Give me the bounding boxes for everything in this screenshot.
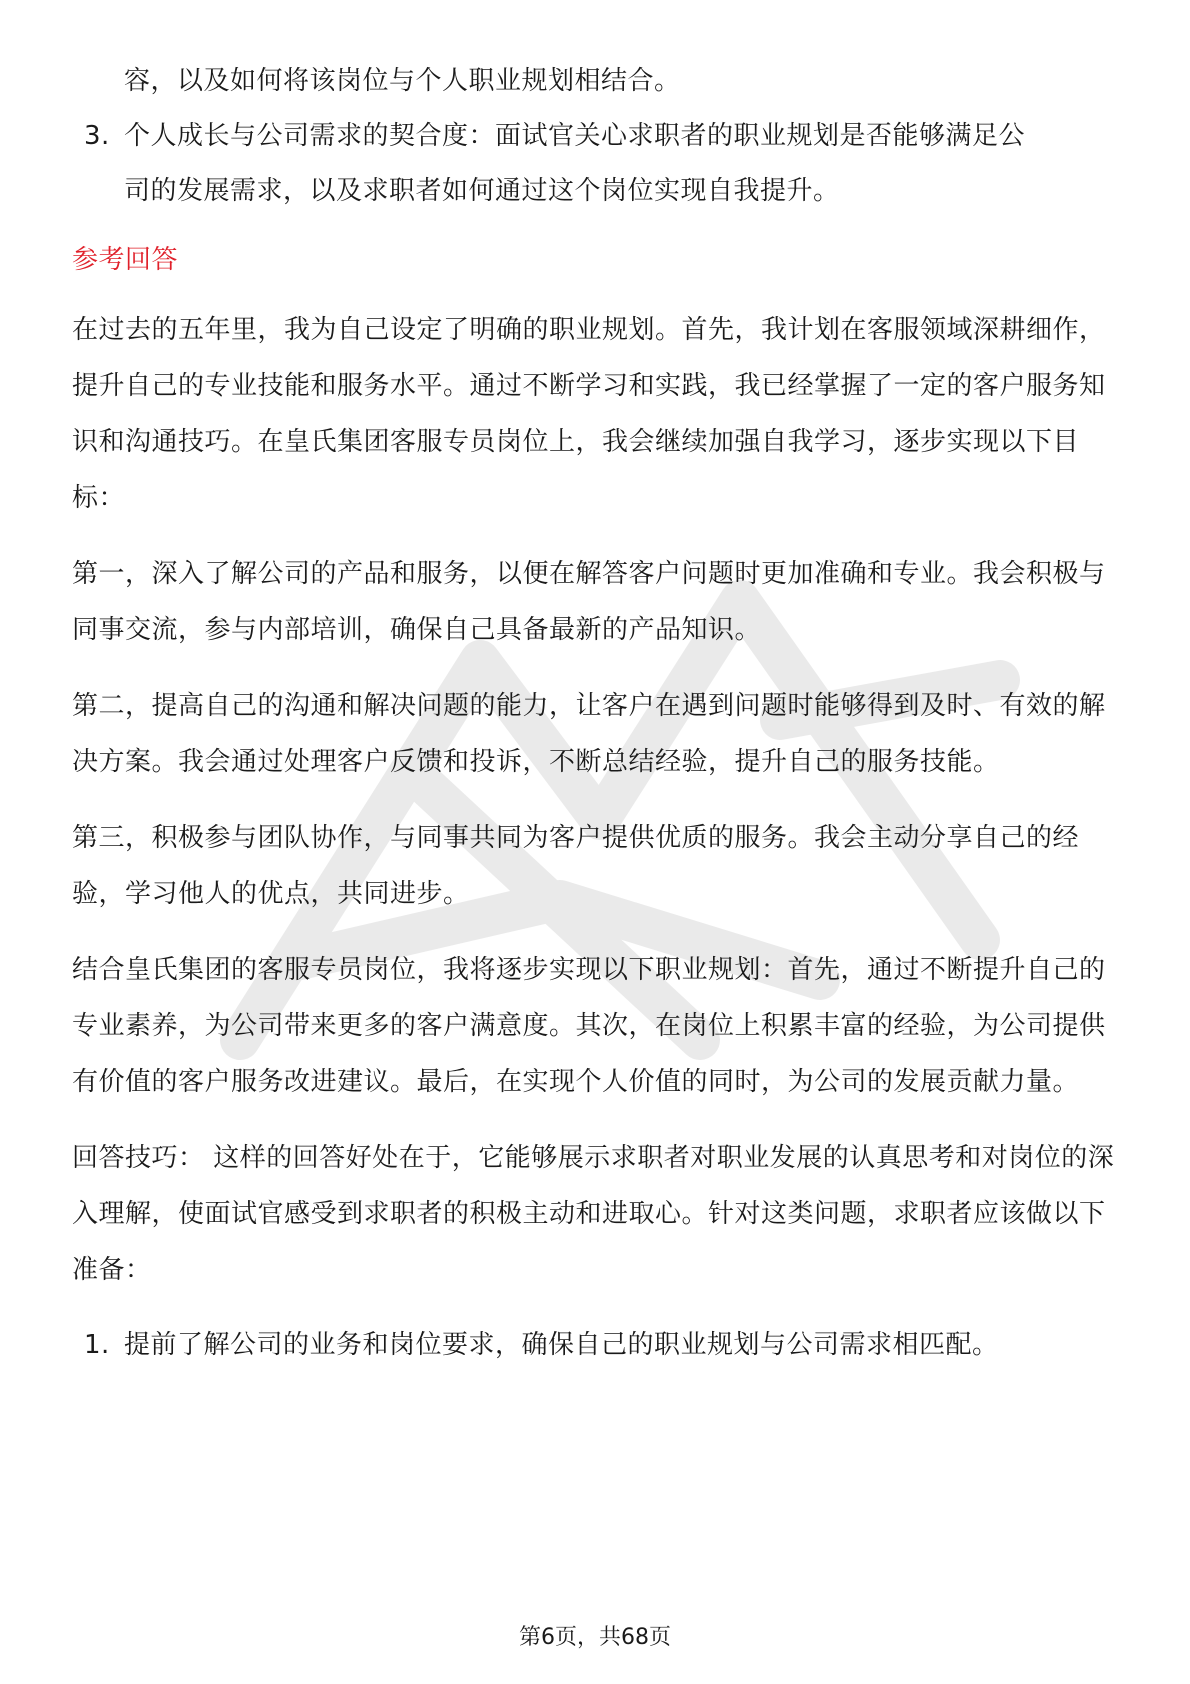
paragraph-second: 第二，提高自己的沟通和解决问题的能力，让客户在遇到问题时能够得到及时、有效的解决方案。我会通过处理客户反馈和投诉，不断总结经验，提升自己的服务技能。: [72, 691, 1106, 777]
list-number: 1.: [84, 1330, 110, 1360]
list-number: 3.: [84, 121, 110, 151]
content-area: [72, 54, 1122, 1373]
paragraph-tips: 回答技巧： 这样的回答好处在于，它能够展示求职者对职业发展的认真思考和对岗位的深入理解，使面试官感受到求职者的积极主动和进取心。针对这类问题，求职者应该做以下准备：: [72, 1143, 1115, 1285]
continuation-text: 容，以及如何将该岗位与个人职业规划相结合。: [124, 66, 681, 96]
list-item-line-2: 司的发展需求，以及求职者如何通过这个岗位实现自我提升。: [124, 176, 840, 206]
list-continuation: [72, 54, 1122, 109]
paragraph-intro: 在过去的五年里，我为自己设定了明确的职业规划。首先，我计划在客服领域深耕细作，提升自己的专业技能和服务水平。通过不断学习和实践，我已经掌握了一定的客户服务知识和沟通技巧。在皇氏集团客服专员岗位上，我会继续加强自我学习，逐步实现以下目标：: [72, 315, 1106, 513]
paragraph-third: 第三，积极参与团队协作，与同事共同为客户提供优质的服务。我会主动分享自己的经验，学习他人的优点，共同进步。: [72, 823, 1080, 909]
paragraph-first: 第一，深入了解公司的产品和服务，以便在解答客户问题时更加准确和专业。我会积极与同事交流，参与内部培训，确保自己具备最新的产品知识。: [72, 559, 1106, 645]
list-item-1: [72, 1318, 1122, 1373]
list-item-text: 提前了解公司的业务和岗位要求，确保自己的职业规划与公司需求相匹配。: [124, 1330, 999, 1360]
list-item-line-1: 个人成长与公司需求的契合度：面试官关心求职者的职业规划是否能够满足公: [124, 121, 1026, 151]
page-footer: 第6页，共68页: [519, 1625, 671, 1650]
paragraph-conclusion: 结合皇氏集团的客服专员岗位，我将逐步实现以下职业规划：首先，通过不断提升自己的专业素养，为公司带来更多的客户满意度。其次，在岗位上积累丰富的经验，为公司提供有价值的客户服务改进建议。最后，在实现个人价值的同时，为公司的发展贡献力量。: [72, 955, 1106, 1097]
section-title: 参考回答: [72, 245, 179, 275]
list-item-3: [72, 109, 1122, 219]
